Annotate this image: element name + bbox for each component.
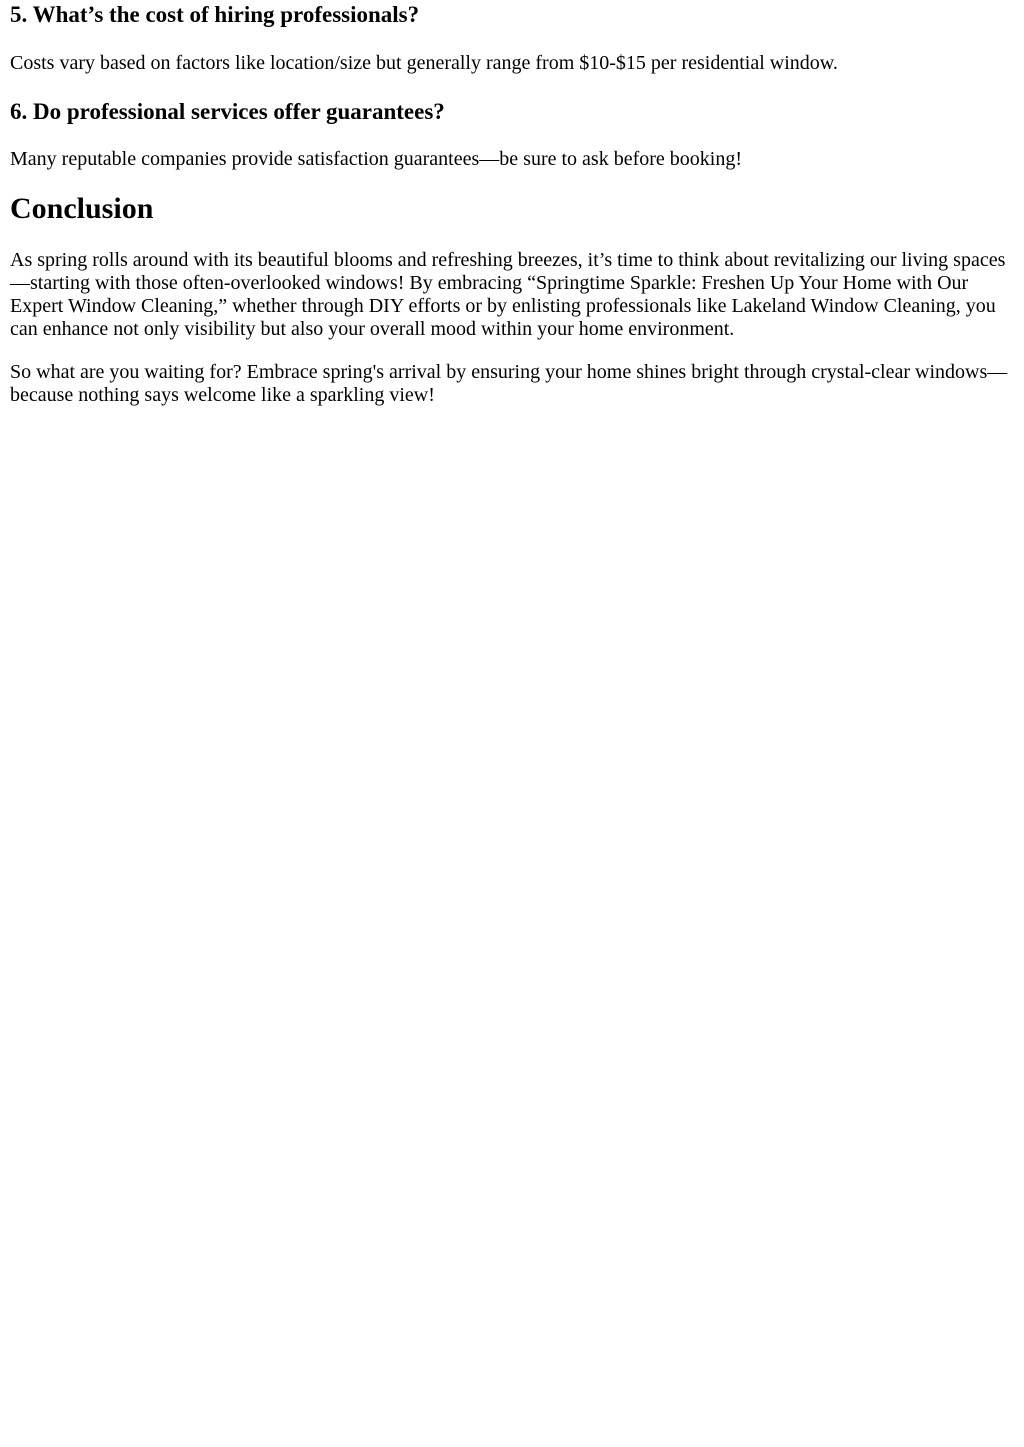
faq-question-5: 5. What’s the cost of hiring professionals? <box>10 2 420 27</box>
conclusion-paragraph-2: So what are you waiting for? Embrace spring's arrival by ensuring your home shines bright through crystal-clear windows—because nothing says welcome like a sparkling view! <box>10 361 1008 406</box>
article-content <box>10 1 1014 407</box>
conclusion-paragraph-1: As spring rolls around with its beautiful blooms and refreshing breezes, it’s time to think about revitalizing our living spaces—starting with those often-overlooked windows! By embracing “Springtime Sparkle: Freshen Up Your Home with Our Expert Window Cleaning,” whether through DIY efforts or by enlisting professionals like Lakeland Window Cleaning, you can enhance not only visibility but also your overall mood within your home environment. <box>10 249 1006 340</box>
conclusion-heading: Conclusion <box>10 192 154 225</box>
faq-question-6: 6. Do professional services offer guarantees? <box>10 99 445 124</box>
faq-answer-6: Many reputable companies provide satisfaction guarantees—be sure to ask before booking! <box>10 148 742 170</box>
faq-answer-5: Costs vary based on factors like location/size but generally range from $10-$15 per residential window. <box>10 52 838 74</box>
